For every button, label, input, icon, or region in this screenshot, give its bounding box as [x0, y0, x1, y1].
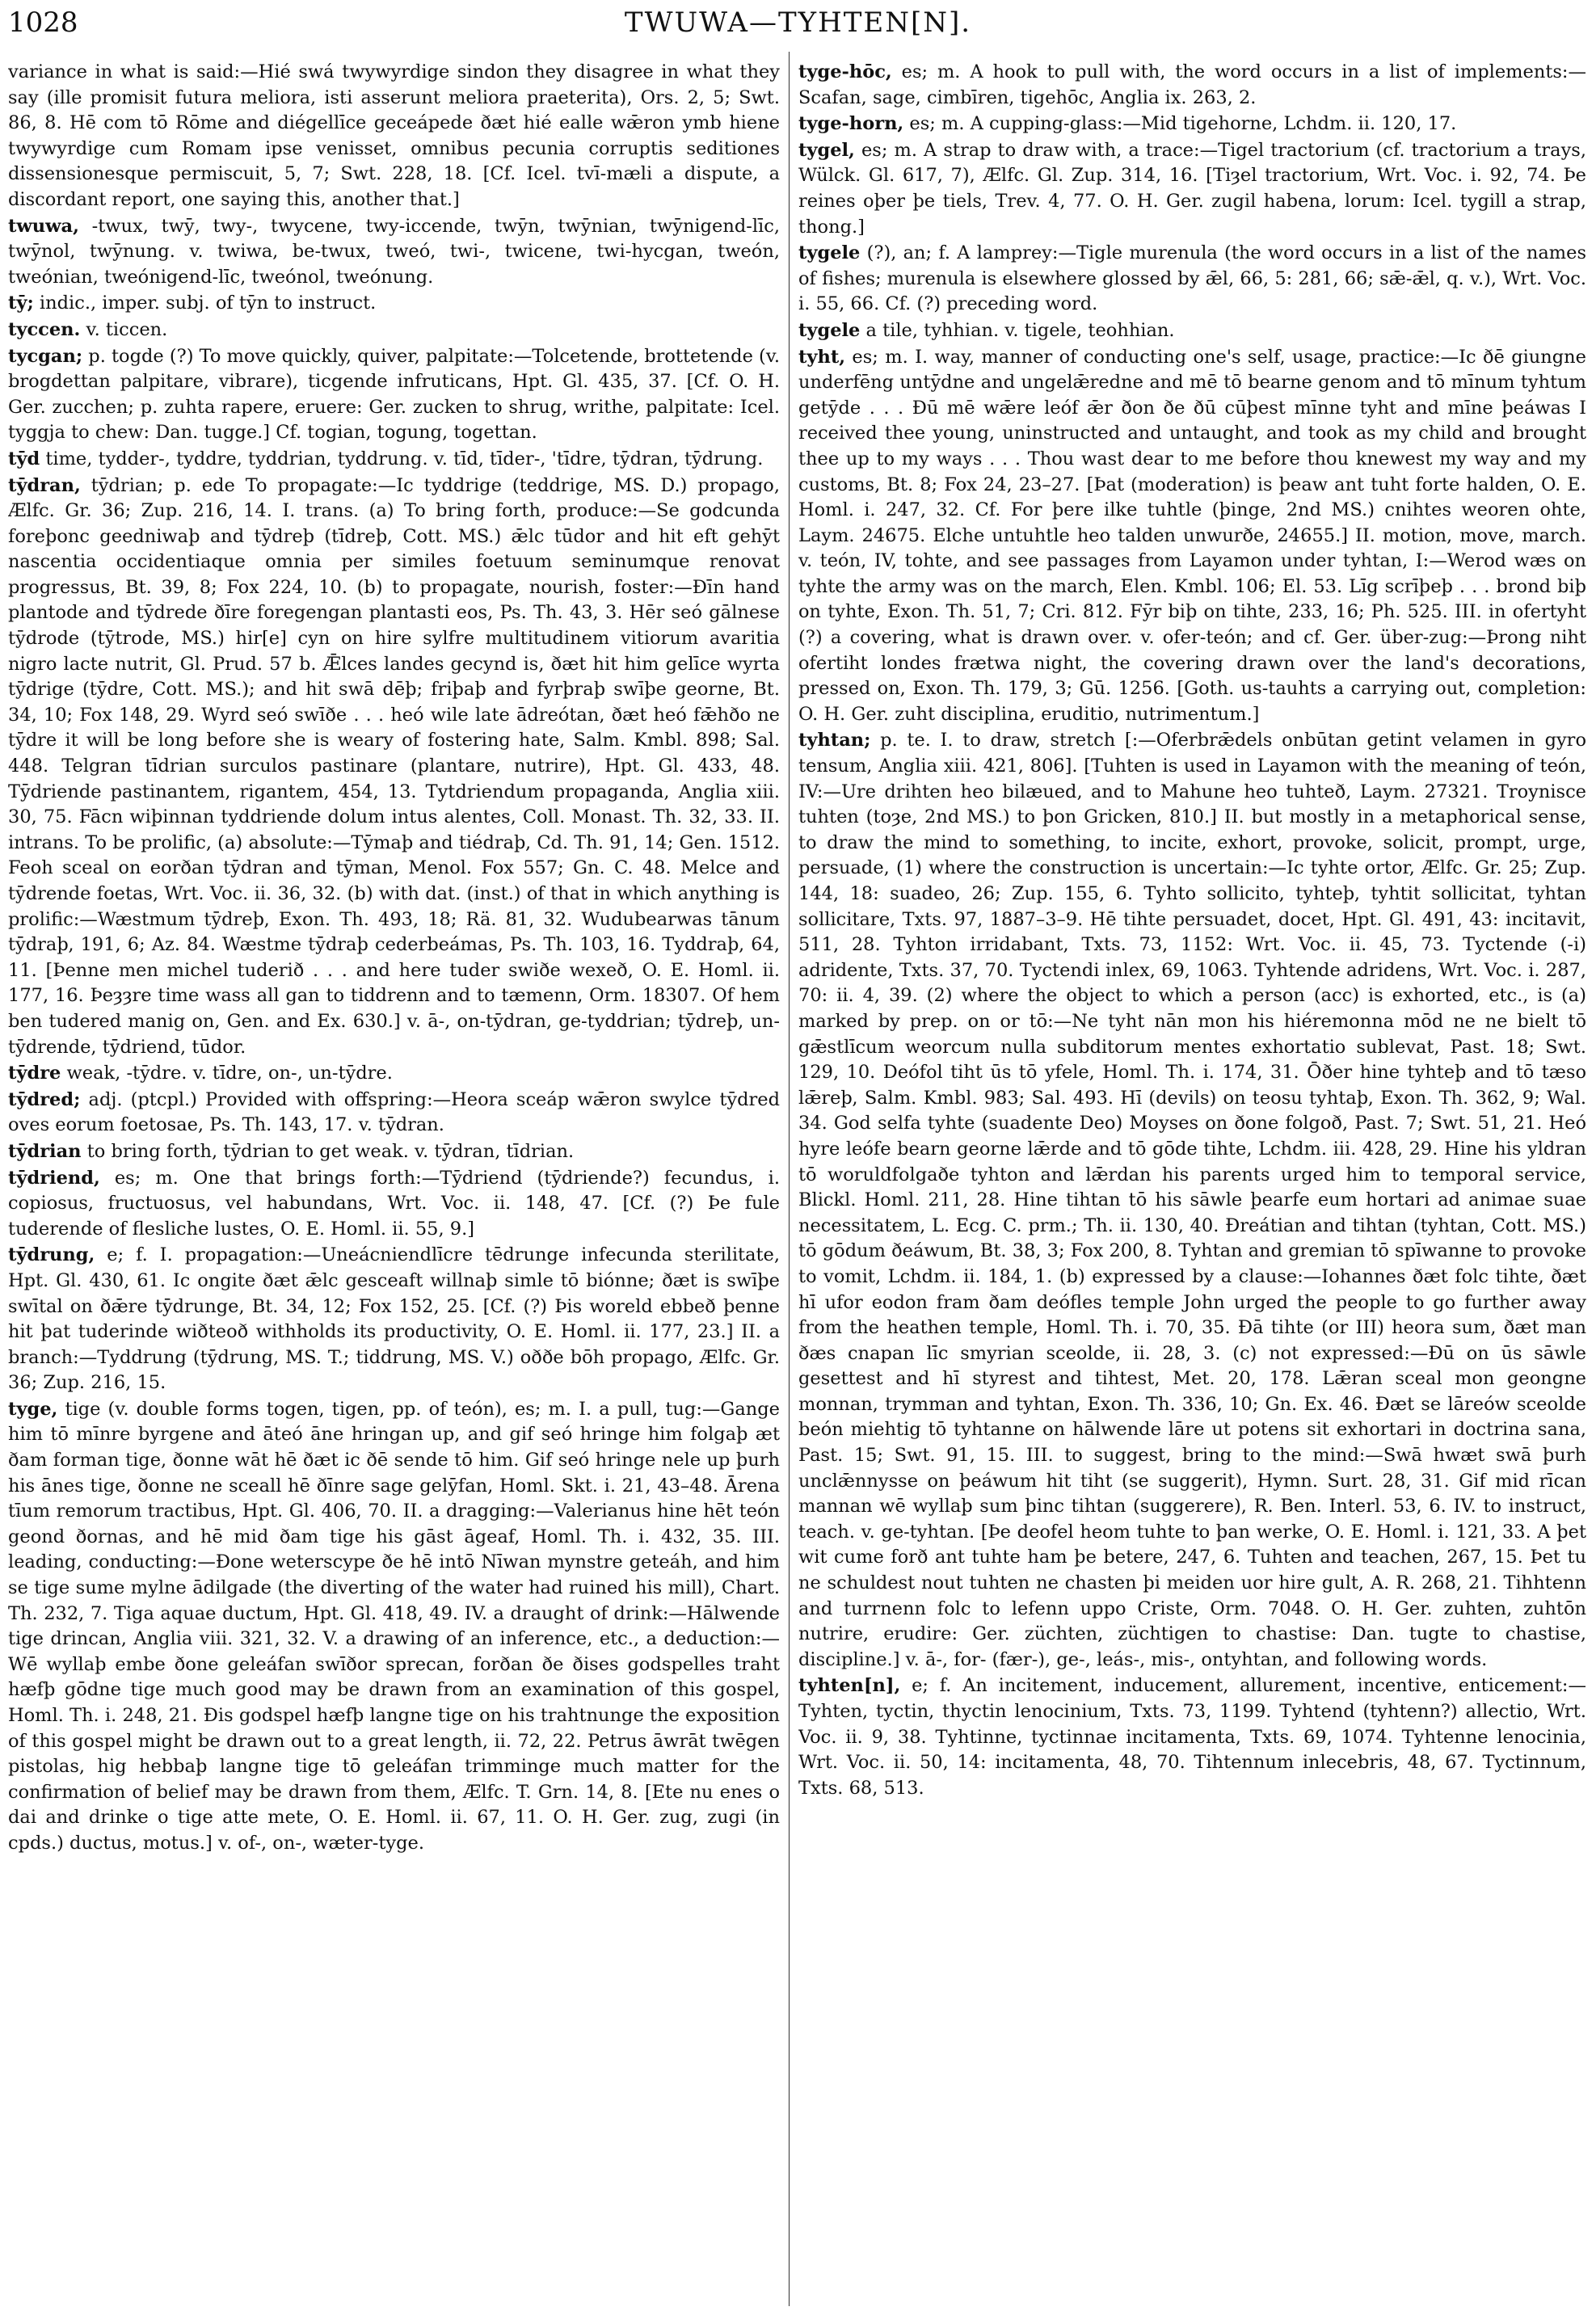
headword: tȳ; — [8, 293, 34, 314]
headword: tȳdran, — [8, 474, 81, 496]
entry-text: tige (v. double forms togen, tigen, pp. of teón), es; m. I. a pull, tug:—Gange him tō mīnre byrgene and āteó āne hringan up, and gif seó hringe him folgaþ æt ðam forman tige, ðonne wāt hē ðæt ic ðē sende tō him. Gif seó hringe nele up þurh his ānes tige, ðonne ne sceall hē ðīnre sage gelȳfan, Homl. Skt. i. 21, 43–48. Ārena tīum remorum tractibus, Hpt. Gl. 406, 70. II. a dragging:—Valerianus hine hēt teón geond ðornas, and hē mid ðam tige his gāst āgeaf, Homl. Th. i. 432, 35. III. leading, conducting:—Ðone weterscype ðe hē intō Nīwan mynstre geteáh, and him se tige sume mylne ādilgade (the diverting of the water had ruined his mill), Chart. Th. 232, 7. Tiga aquae ductum, Hpt. Gl. 418, 49. IV. a draught of drink:—Hālwende tige drincan, Anglia viii. 321, 32. V. a drawing of an inference, etc., a deduction:—Wē wyllaþ embe ðone geleáfan swīðor sprecan, forðan ðe ðises godspelles traht hæfþ gōdne tige much good may be drawn from an examination of this gospel, Homl. Th. i. 248, 21. Ðis godspel hæfþ langne tige on his trahtnunge the exposition of this gospel might be drawn out to a great length, ii. 72, 22. Petrus āwrāt twēgen pistolas, hig hebbaþ langne tige tō geleáfan trimminge much matter for the confirmation of belief may be drawn from them, Ælfc. T. Grn. 14, 8. [Ete nu enes o dai and drinke o tige atte mete, O. E. Homl. ii. 67, 11. O. H. Ger. zug, zugi (in cpds.) ductus, motus.] v. of-, on-, wæter-tyge. — [8, 1398, 780, 1854]
entry-text: a tile, tyhhian. v. tigele, teohhian. — [860, 319, 1175, 341]
dictionary-entry — [798, 345, 1586, 728]
left-column — [8, 60, 780, 2298]
entry-text: es; m. I. way, manner of conducting one's self, usage, practice:—Ic ðē giungne underfēng untȳdne and ungelǣredne and mē tō bearne genom and tō mīnum tyhtum getȳde . . . Ðū mē wǣre leóf ǣr ðon ðe ðū cūþest mīnne tyht and mīne þeáwas I received thee young, uninstructed and untaught, and took as my child and brought thee up to my ways . . . Thou wast dear to me before thou knewest my way and my customs, Bt. 8; Fox 24, 23–27. [Þat (moderation) is þeaw ant tuht forte halden, O. E. Homl. i. 247, 32. Cf. For þere ilke tuhtle (þinge, 2nd MS.) cnihtes weoren ohte, Laym. 24675. Elche untuhtle heo talden unwurðe, 24655.] II. motion, move, march. v. teón, IV, tohte, and see passages from Layamon under tyhtan, I:—Werod wæs on tyhte the army was on the march, Elen. Kmbl. 106; El. 53. Līg scrīþeþ . . . brond biþ on tyhte, Exon. Th. 51, 7; Cri. 812. Fȳr biþ on tihte, 233, 16; Ph. 525. III. in ofertyht (?) a covering, what is drawn over. v. ofer-teón; and cf. Ger. über-zug:—Þrong niht ofertiht londes frætwa night, the covering drawn over the land's decorations, pressed on, Exon. Th. 179, 3; Gū. 1256. [Goth. us-tauhts a carrying out, completion: O. H. Ger. zuht disciplina, eruditio, nutrimentum.] — [798, 346, 1586, 725]
entry-text: weak, -tȳdre. v. tīdre, on-, un-tȳdre. — [61, 1063, 393, 1084]
entry-text: time, tydder-, tyddre, tyddrian, tyddrung. v. tīd, tīder-, 'tīdre, tȳdran, tȳdrung. — [40, 448, 764, 469]
entry-text: es; m. One that brings forth:—Tȳdriend (tȳdriende?) fecundus, i. copiosus, fructuosus, vel habundans, Wrt. Voc. ii. 148, 47. [Cf. (?) Þe fule tuderende of flesliche lustes, O. E. Homl. ii. 55, 9.] — [8, 1167, 780, 1240]
entry-text: indic., imper. subj. of tȳn to instruct. — [33, 293, 377, 314]
entry-text: variance in what is said:—Hié swá twywyrdige sindon they disagree in what they say (ille promisit futura meliora, isti asserunt meliora praeterita), Ors. 2, 5; Swt. 86, 8. Hē com tō Rōme and diégellīce geceápede ðæt hié ealle wǣron ymb hiene twywyrdige cum Romam ipse venisset, omnibus pecunia corruptis seditiones dissensionesque permiscuit, 5, 7; Swt. 228, 18. [Cf. Icel. tvī-mæli a dispute, a discordant report, one saying this, another that.] — [8, 61, 780, 210]
entry-text: adj. (ptcpl.) Provided with offspring:—Heora sceáp wǣron swylce tȳdred oves eorum foetosae, Ps. Th. 143, 17. v. tȳdran. — [8, 1088, 780, 1136]
dictionary-entry — [798, 1673, 1586, 1801]
dictionary-entry — [8, 447, 780, 473]
headword: tyhten[n], — [798, 1675, 901, 1697]
entry-text: (?), an; f. A lamprey:—Tigle murenula (the word occurs in a list of the names of fishes; murenula is elsewhere glossed by ǣl, 66, 5: 281, 66; sǣ-ǣl, q. v.), Wrt. Voc. i. 55, 66. Cf. (?) preceding word. — [798, 242, 1586, 315]
headword: tȳdred; — [8, 1088, 81, 1110]
dictionary-entry — [8, 1139, 780, 1165]
headword: tycgan; — [8, 345, 83, 367]
headword: tȳdre — [8, 1063, 61, 1084]
entry-text: es; m. A strap to draw with, a trace:—Tigel tractorium (cf. tractorium a trays, Wülck. Gl. 617, 7), Ælfc. Gl. Zup. 314, 16. [Tiȝel tractorium, Wrt. Voc. i. 92, 74. Þe reines oþer þe tiels, Trev. 4, 77. O. H. Ger. zugil habena, lorum: Icel. tygill a strap, thong.] — [798, 139, 1586, 238]
headword: tygele — [798, 319, 861, 341]
dictionary-entry — [8, 1088, 780, 1139]
headword: tȳdrung, — [8, 1244, 95, 1266]
headword: tyhtan; — [798, 730, 871, 751]
entry-text: to bring forth, tȳdrian to get weak. v. tȳdran, tīdrian. — [81, 1140, 575, 1162]
dictionary-entry — [798, 112, 1586, 137]
dictionary-entry — [8, 344, 780, 446]
page-number: 1028 — [8, 6, 78, 39]
headword: tȳdriend, — [8, 1167, 100, 1189]
headword: tyge, — [8, 1398, 58, 1420]
dictionary-entry — [8, 214, 780, 291]
column-divider — [789, 52, 790, 2306]
headword: twuwa, — [8, 215, 79, 237]
headword: tyccen. — [8, 318, 81, 340]
headword: tygele — [798, 242, 861, 264]
page-header — [0, 0, 1596, 48]
entry-text: p. togde (?) To move quickly, quiver, palpitate:—Tolcetende, brottetende (v. brogdettan palpitare, vibrare), ticgende infruticans, Hpt. Gl. 435, 37. [Cf. O. H. Ger. zucchen; p. zuhta rapere, eruere: Ger. zucken to shrug, writhe, palpitate: Icel. tyggja to chew: Dan. tugge.] Cf. togian, togung, togettan. — [8, 345, 780, 444]
dictionary-entry — [8, 1061, 780, 1087]
dictionary-entry — [798, 241, 1586, 318]
headword: tyge-horn, — [798, 113, 904, 135]
headword: tyge-hōc, — [798, 61, 892, 82]
dictionary-entry — [8, 1166, 780, 1243]
dictionary-entry — [8, 318, 780, 343]
entry-text: e; f. I. propagation:—Uneácniendlīcre tēdrunge infecunda sterilitate, Hpt. Gl. 430, 61. Ic ongite ðæt ǣlc gesceaft willnaþ simle tō biónne; ðæt is swīþe swītal on ðǣre tȳdrunge, Bt. 34, 12; Fox 152, 25. [Cf. (?) Þis woreld ebbeð þenne hit þat tuderinde wiðteoð withholds its productivity, O. E. Homl. ii. 177, 23.] II. a branch:—Tyddrung (tȳdrung, MS. T.; tiddrung, MS. V.) oððe bōh propago, Ælfc. Gr. 36; Zup. 216, 15. — [8, 1244, 780, 1394]
right-column — [798, 60, 1586, 2298]
dictionary-entry — [798, 60, 1586, 111]
headword: tȳd — [8, 448, 40, 469]
headword: tyht, — [798, 346, 846, 368]
dictionary-entry — [798, 318, 1586, 344]
dictionary-entry — [8, 60, 780, 213]
running-title: TWUWA—TYHTEN[N]. — [624, 6, 972, 39]
entry-text: es; m. A cupping-glass:—Mid tigehorne, Lchdm. ii. 120, 17. — [903, 113, 1457, 135]
headword: tȳdrian — [8, 1140, 82, 1162]
entry-text: p. te. I. to draw, stretch [:—Oferbrǣdels onbūtan getint velamen in gyro tensum, Anglia xiii. 421, 806]. [Tuhten is used in Layamon with the meaning of teón, IV:—Ure drihten heo bilæued, and to Mahune heo tuhteð, Laym. 27321. Troynisce tuhten (toȝe, 2nd MS.) to þon Gricken, 810.] II. but mostly in a metaphorical sense, to draw the mind to something, to incite, exhort, provoke, solicit, prompt, urge, persuade, (1) where the construction is uncertain:—Ic tyhte ortor, Ælfc. Gr. 25; Zup. 144, 18: suadeo, 26; Zup. 155, 6. Tyhto sollicito, tyhteþ, tyhtit sollicitat, tyhtan sollicitare, Txts. 97, 1887–3–9. Hē tihte persuadet, docet, Hpt. Gl. 491, 43: incitavit, 511, 28. Tyhton irridabant, Txts. 73, 1152: Wrt. Voc. ii. 45, 73. Tyctende (-i) adridente, Txts. 37, 70. Tyctendi inlex, 69, 1063. Tyhtende adridens, Wrt. Voc. i. 287, 70: ii. 4, 39. (2) where the object to which a person (acc) is exhorted, etc., is (a) marked by prep. on or tō:—Ne tyht nān mon his hiéremonna mōd ne ne bielt tō gǣstlīcum weorcum nulla subditorum mentes exhortatio sublevat, Past. 18; Swt. 129, 10. Deófol tiht ūs tō yfele, Homl. Th. i. 174, 31. Ōðer hine tyhteþ and tō tæso lǣreþ, Salm. Kmbl. 983; Sal. 493. Hī (devils) on teosu tyhtaþ, Exon. Th. 362, 9; Wal. 34. God selfa tyhte (suadente Deo) Moyses on ðone folgoð, Past. 7; Swt. 51, 21. Heó hyre leófe bearn georne lǣrde and tō gōde tihte, Lchdm. iii. 428, 29. Hine his yldran tō woruldfolgaðe tyhton and lǣrdan his parents urged him to temporal service, Blickl. Homl. 211, 28. Hine tihtan tō his sāwle þearfe eum hortari ad animae suae necessitatem, L. Ecg. C. prm.; Th. ii. 130, 40. Ðreátian and tihtan (tyhtan, Cott. MS.) tō gōdum ðeáwum, Bt. 38, 3; Fox 200, 8. Tyhtan and gremian tō spīwanne to provoke to vomit, Lchdm. ii. 184, 1. (b) expressed by a clause:—Iohannes ðæt folc tihte, ðæt hī ufor eodon fram ðam deófles temple John urged the people to go further away from the heathen temple, Homl. Th. i. 70, 35. Ðā tihte (or III) heora sum, ðæt man ðæs cnapan līc smyrian sceolde, ii. 28, 3. (c) not expressed:—Ðū on ūs sāwle gesettest and hī styrest and tihtest, Met. 20, 178. Lǣran sceal mon geongne monnan, trymman and tyhtan, Exon. Th. 336, 10; Gn. Ex. 46. Ðæt se lāreów sceolde beón miehtig tō tyhtanne on hālwende lāre ut potens sit exhortari in doctrina sana, Past. 15; Swt. 91, 15. III. to suggest, bring to the mind:—Swā hwæt swā þurh unclǣnnysse on þeáwum hit tiht (se suggerit), Hymn. Surt. 28, 31. Gif mid rīcan mannan wē wyllaþ sum þinc tihtan (suggerere), R. Ben. Interl. 53, 6. IV. to instruct, teach. v. ge-tyhtan. [Þe deofel heom tuhte to þan werke, O. E. Homl. i. 121, 33. A þet wit cume forð ant tuhte ham þe betere, 247, 6. Tuhten and teachen, 267, 15. Þet tu ne schuldest nout tuhten ne chasten þi meiden uor hire gult, A. R. 268, 21. Tihhtenn and turrnenn folc to lefenn uppo Criste, Orm. 7048. O. H. Ger. zuhten, zuhtōn nutrire, erudire: Ger. züchten, züchtigen to chastise: Dan. tugte to chastise, discipline.] v. ā-, for- (fær-), ge-, leás-, mis-, ontyhtan, and following words. — [798, 730, 1586, 1670]
headword: tygel, — [798, 139, 855, 161]
dictionary-entry — [8, 1397, 780, 1857]
entry-text: -twux, twȳ, twy-, twycene, twy-iccende, twȳn, twȳnian, twȳnigend-līc, twȳnol, twȳnung. v. twiwa, be-twux, tweó, twi-, twicene, twi-hycgan, tweón, tweónian, tweónigend-līc, tweónol, tweónung. — [8, 215, 780, 288]
dictionary-entry — [8, 1243, 780, 1396]
dictionary-entry — [8, 291, 780, 317]
dictionary-entry — [8, 474, 780, 1061]
entry-text: tȳdrian; p. ede To propagate:—Ic tyddrige (teddrige, MS. D.) propago, Ælfc. Gr. 36; Zup. 216, 14. I. trans. (a) To bring forth, produce:—Se godcunda foreþonc geedniwaþ and tȳdreþ (tīdreþ, Cott. MS.) ǣlc tūdor and hit eft gehȳt nascentia occidentiaque omnia per similes foetuum seminumque renovat progressus, Bt. 39, 8; Fox 224, 10. (b) to propagate, nourish, foster:—Ðīn hand plantode and tȳdrede ðīre foregengan plantasti eos, Ps. Th. 43, 3. Hēr seó gālnese tȳdrode (tȳtrode, MS.) hir[e] cyn on hire sylfre multitudinem vitiorum avaritia nigro lacte nutrit, Gl. Prud. 57 b. Ǣlces landes gecynd is, ðæt hit him gelīce wyrta tȳdrige (tȳdre, Cott. MS.); and hit swā dēþ; friþaþ and fyrþraþ swīþe georne, Bt. 34, 10; Fox 148, 29. Wyrd seó swīðe . . . heó wile late ādreótan, ðæt heó fǣhðo ne tȳdre it will be long before she is weary of fostering hate, Salm. Kmbl. 898; Sal. 448. Telgran tīdrian surculos pastinare (plantare, nutrire), Hpt. Gl. 433, 48. Tȳdriende pastinantem, rigantem, 454, 13. Tytdriendum propaganda, Anglia xiii. 30, 75. Fācn wiþinnan tyddriende dolum intus alentes, Coll. Monast. Th. 32, 33. II. intrans. To be prolific, (a) absolute:—Tȳmaþ and tiédraþ, Cd. Th. 91, 14; Gen. 1512. Feoh sceal on eorðan tȳdran and tȳman, Menol. Fox 557; Gn. C. 48. Melce and tȳdrende foetas, Wrt. Voc. ii. 36, 32. (b) with dat. (inst.) of that in which anything is prolific:—Wæstmum tȳdreþ, Exon. Th. 493, 18; Rä. 81, 32. Wudubearwas tānum tȳdraþ, 191, 6; Az. 84. Wæstme tȳdraþ cederbeámas, Ps. Th. 103, 16. Tyddraþ, 64, 11. [Þenne men michel tuderið . . . and here tuder swiðe wexeð, O. E. Homl. ii. 177, 16. Þeȝȝre time wass all gan to tiddrenn and to tæmenn, Orm. 18307. Of hem ben tudered manig on, Gen. and Ex. 630.] v. ā-, on-tȳdran, ge-tyddrian; tȳdreþ, un-tȳdrende, tȳdriend, tūdor. — [8, 474, 780, 1058]
dictionary-entry — [798, 138, 1586, 240]
entry-text: v. ticcen. — [80, 318, 168, 340]
dictionary-entry — [798, 728, 1586, 1673]
entry-text: e; f. An incitement, inducement, allurement, incentive, enticement:—Tyhten, tyctin, thyctin lenocinium, Txts. 73, 1199. Tyhtend (tyhtenn?) allectio, Wrt. Voc. ii. 9, 38. Tyhtinne, tyctinnae incitamenta, Txts. 69, 1074. Tyhtenne lenocinia, Wrt. Voc. ii. 50, 14: incitamenta, 48, 70. Tihtennum inlecebris, 48, 67. Tyctinnum, Txts. 68, 513. — [798, 1675, 1586, 1799]
entry-text: es; m. A hook to pull with, the word occurs in a list of implements:—Scafan, sage, cimbīren, tigehōc, Anglia ix. 263, 2. — [798, 61, 1586, 108]
